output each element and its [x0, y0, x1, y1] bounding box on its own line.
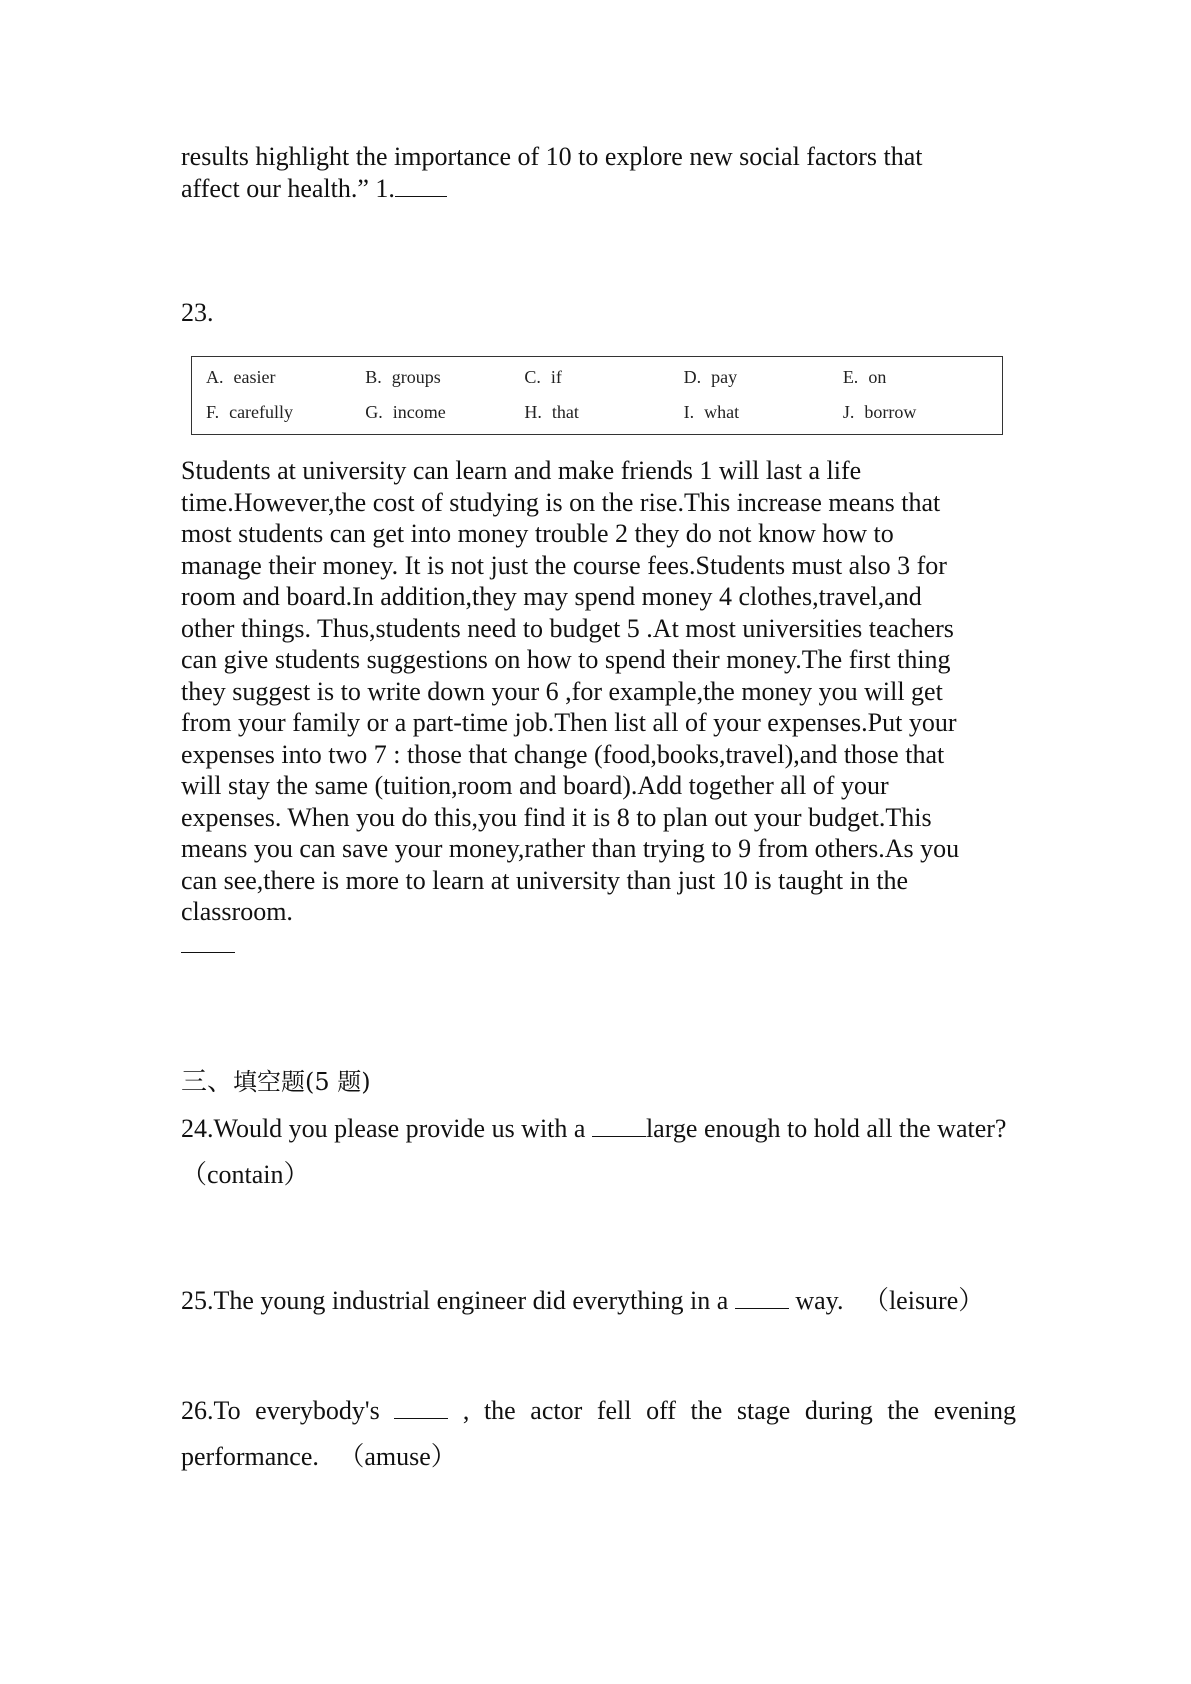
word-hint: （leisure） [862, 1286, 985, 1315]
section-number: 三、 [181, 1067, 234, 1097]
answer-blank[interactable] [395, 176, 447, 197]
word-hint: （amuse） [338, 1442, 457, 1471]
question-23-number: 23. [181, 298, 214, 327]
option-word: easier [233, 367, 276, 387]
carry-over-line-2 [181, 173, 1011, 205]
option-word: what [704, 402, 740, 422]
option-word: pay [711, 367, 738, 387]
question-25 [181, 1278, 1016, 1324]
option-word: if [550, 367, 562, 387]
question-text: 25.The young industrial engineer did everything in a [181, 1286, 735, 1315]
option-word: on [868, 367, 887, 387]
passage-line: other things. Thus,students need to budget 5 .At most universities teachers [181, 613, 954, 643]
question-text: 26.To everybody's [181, 1396, 395, 1425]
word-bank-option [206, 402, 365, 428]
passage-line: room and board.In addition,they may spend money 4 clothes,travel,and [181, 582, 922, 611]
word-bank-option [365, 402, 524, 428]
word-bank-option [684, 367, 843, 393]
option-letter: D. [683, 367, 702, 387]
carry-over-line-1: results highlight the importance of 10 to explore new social factors that [181, 142, 923, 171]
question-text: , the actor fell off the stage during the evening [448, 1396, 1016, 1425]
passage-line: expenses into two 7 : those that change (food,books,travel),and those that [181, 739, 945, 769]
word-bank-option [843, 402, 1002, 428]
question-text: large enough to hold all the water? [645, 1114, 1007, 1143]
question-24 [181, 1106, 1016, 1198]
option-letter: E. [842, 367, 859, 387]
question-text: 24.Would you please provide us with a [181, 1114, 592, 1143]
option-word: borrow [864, 402, 917, 422]
cloze-passage [181, 455, 1011, 928]
word-hint: （contain） [181, 1160, 310, 1189]
word-bank-option [206, 367, 365, 393]
option-word: groups [391, 367, 441, 387]
passage-line: time.However,the cost of studying is on the rise.This increase means that [181, 487, 941, 517]
answer-blank[interactable] [181, 952, 235, 953]
question-26 [181, 1388, 1016, 1480]
passage-line: will stay the same (tuition,room and board).Add together all of your [181, 771, 889, 800]
word-bank-option [365, 367, 524, 393]
section-title: 填空题(5 题) [233, 1068, 371, 1096]
passage-line: Students at university can learn and make friends 1 will last a life [181, 456, 862, 485]
answer-blank[interactable] [592, 1114, 646, 1137]
word-bank-option [843, 367, 1002, 393]
question-line [181, 1434, 1016, 1480]
passage-line: can see,there is more to learn at university than just 10 is taught in the [181, 865, 909, 895]
passage-line: most students can get into money trouble 2 they do not know how to [181, 519, 894, 548]
question-text: performance. [181, 1442, 319, 1471]
word-bank-row-2 [206, 402, 1002, 428]
question-line [181, 1106, 1016, 1152]
question-line [181, 1278, 1016, 1324]
word-bank-table [191, 356, 1003, 435]
option-letter: F. [206, 402, 220, 422]
question-line [181, 1152, 1016, 1198]
option-letter: G. [365, 402, 383, 422]
option-word: carefully [229, 402, 294, 422]
passage-line: classroom. [181, 897, 293, 926]
question-text: way. [788, 1286, 844, 1315]
option-letter: C. [524, 367, 541, 387]
option-letter: J. [842, 402, 855, 422]
word-bank-option [524, 367, 683, 393]
question-line [181, 1388, 1016, 1434]
passage-line: from your family or a part-time job.Then list all of your expenses.Put your [181, 708, 957, 737]
option-word: income [392, 402, 446, 422]
option-letter: H. [524, 402, 542, 422]
answer-blank[interactable] [394, 1396, 448, 1419]
passage-line: they suggest is to write down your 6 ,for example,the money you will get [181, 676, 943, 706]
word-bank-option [684, 402, 843, 428]
word-bank-row-1 [206, 367, 1002, 393]
passage-line: expenses. When you do this,you find it is 8 to plan out your budget.This [181, 802, 932, 832]
answer-blank[interactable] [735, 1286, 789, 1309]
option-word: that [551, 402, 579, 422]
option-letter: B. [365, 367, 382, 387]
passage-line: means you can save your money,rather than trying to 9 from others.As you [181, 834, 960, 863]
passage-line: manage their money. It is not just the course fees.Students must also 3 for [181, 550, 947, 580]
word-bank-option [524, 402, 683, 428]
carry-over-paragraph [181, 141, 1011, 204]
option-letter: A. [206, 367, 224, 387]
section-heading [181, 1066, 371, 1098]
carry-over-line-2-text: affect our health.” 1. [181, 173, 395, 203]
option-letter: I. [683, 402, 695, 422]
passage-line: can give students suggestions on how to spend their money.The first thing [181, 645, 951, 674]
